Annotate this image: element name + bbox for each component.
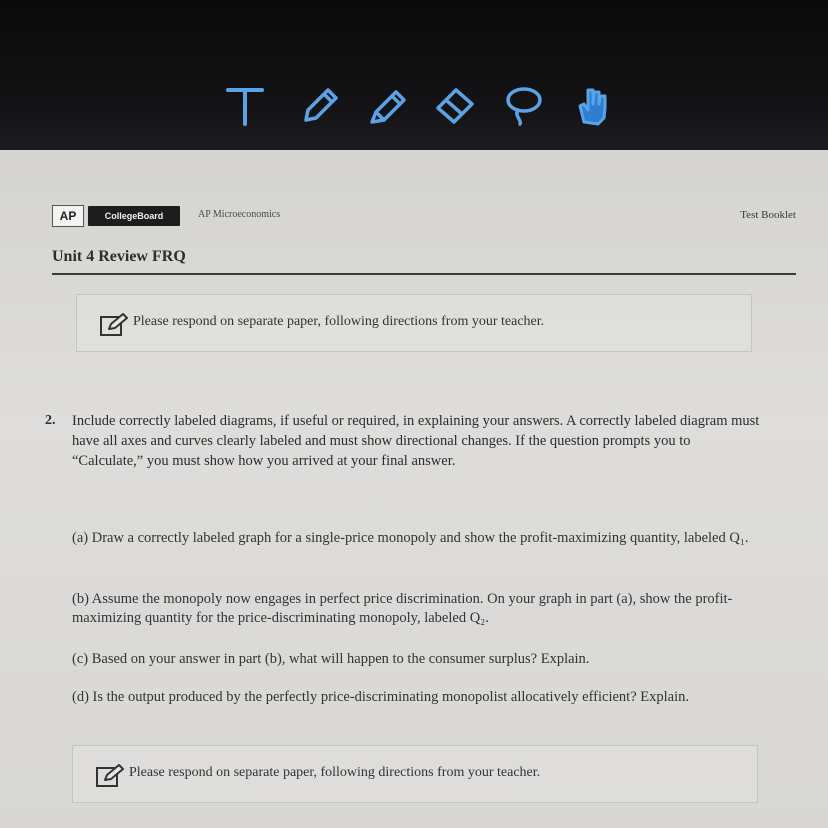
collegeboard-logo: CollegeBoard bbox=[88, 206, 180, 226]
question-intro: Include correctly labeled diagrams, if useful or required, in explaining your answers. A correctly labeled diagram must have all axes and curves clearly labeled and must show directional changes. If the question prompts you to “Calculate,” you must show how you arrived at your final answer. bbox=[72, 413, 760, 469]
annotation-toolbar bbox=[0, 0, 828, 150]
pencil-square-icon bbox=[99, 313, 129, 337]
title-divider bbox=[52, 273, 796, 275]
question-number: 2. bbox=[45, 413, 56, 428]
pen-tool-icon[interactable] bbox=[296, 82, 342, 128]
course-name: AP Microeconomics bbox=[198, 209, 281, 220]
eraser-tool-icon[interactable] bbox=[432, 82, 478, 128]
tool-row bbox=[0, 82, 828, 134]
notice-message: Please respond on separate paper, following directions from your teacher. bbox=[133, 314, 545, 329]
text-tool-icon[interactable] bbox=[222, 82, 268, 128]
highlighter-tool-icon[interactable] bbox=[364, 82, 410, 128]
test-booklet-page bbox=[0, 150, 828, 828]
booklet-header bbox=[52, 205, 796, 229]
pencil-square-icon bbox=[95, 764, 125, 788]
question-part-b: (b) Assume the monopoly now engages in perfect price discrimination. On your graph in part (a), show the profit-maximizing quantity for the price-discriminating monopoly, labeled Q₂. bbox=[72, 591, 733, 626]
question-part-c: (c) Based on your answer in part (b), what will happen to the consumer surplus? Explain. bbox=[72, 651, 590, 667]
pointer-tool-icon[interactable] bbox=[570, 82, 616, 128]
page-title: Unit 4 Review FRQ bbox=[52, 248, 186, 265]
lasso-tool-icon[interactable] bbox=[500, 82, 546, 128]
notice-message: Please respond on separate paper, following directions from your teacher. bbox=[129, 765, 541, 780]
ap-logo: AP bbox=[52, 205, 84, 227]
respond-notice-bottom bbox=[72, 745, 758, 803]
question-part-d: (d) Is the output produced by the perfectly price-discriminating monopolist allocatively efficient? Explain. bbox=[72, 689, 690, 705]
question-part-a: (a) Draw a correctly labeled graph for a single-price monopoly and show the profit-maximizing quantity, labeled Q₁. bbox=[72, 530, 749, 546]
respond-notice-top bbox=[76, 294, 752, 352]
booklet-label: Test Booklet bbox=[740, 209, 796, 221]
